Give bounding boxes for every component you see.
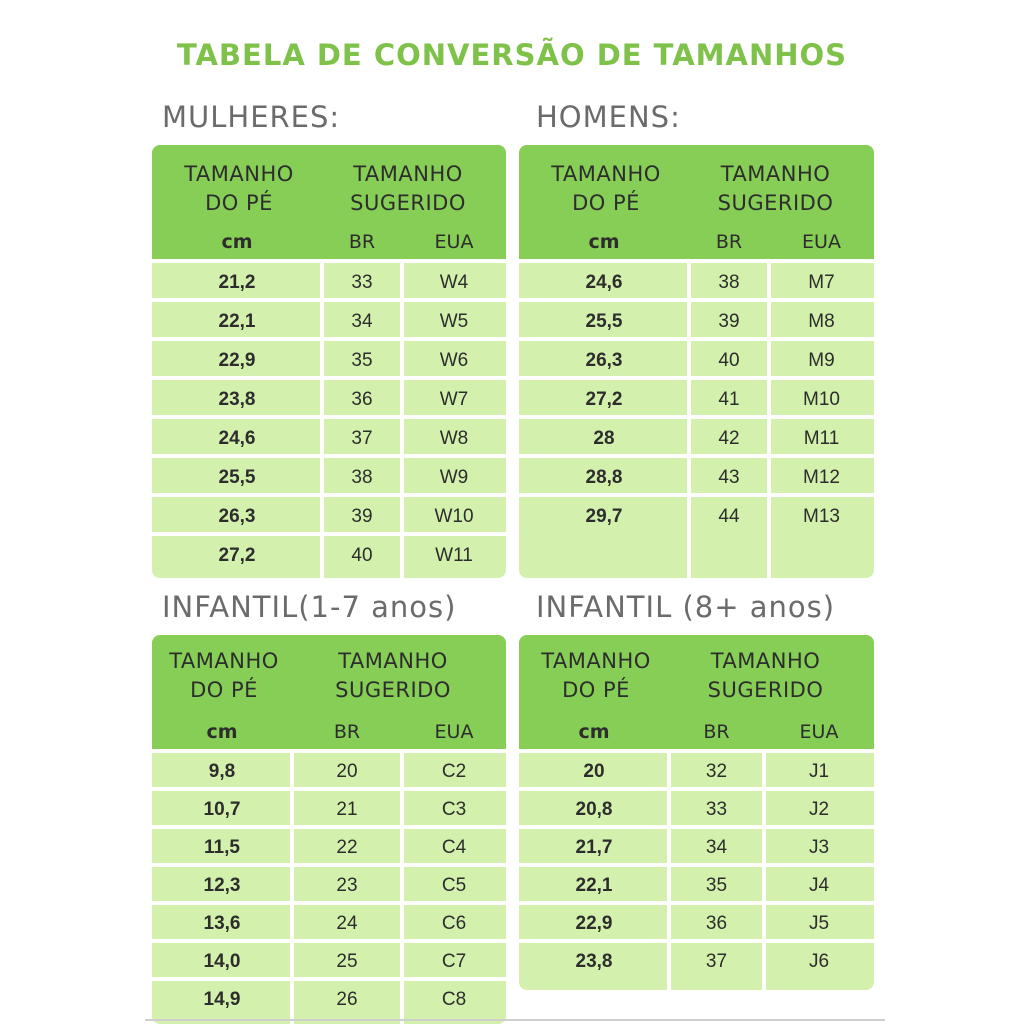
header-cm: cm <box>588 231 620 253</box>
cell-cm: 24,6 <box>218 427 256 449</box>
cell-cm: 21,7 <box>575 837 613 858</box>
table-row <box>519 493 874 536</box>
header-eua: EUA <box>802 231 841 253</box>
header-eua: EUA <box>434 721 474 743</box>
cell-eua: M11 <box>803 427 840 449</box>
section-label-infantil-1-7: INFANTIL(1-7 anos) <box>162 590 457 624</box>
cell-cm: 27,2 <box>585 388 623 410</box>
header-suggested-size: TAMANHO <box>353 162 463 186</box>
cell-cm: 27,2 <box>218 544 256 566</box>
size-table-infantil-1-7 <box>152 635 506 1024</box>
page-title: TABELA DE CONVERSÃO DE TAMANHOS <box>176 38 848 72</box>
header-br: BR <box>348 231 376 253</box>
cell-br: 38 <box>718 271 740 293</box>
table-row <box>152 787 506 829</box>
cell-eua: C4 <box>441 837 467 858</box>
size-table-homens <box>519 145 874 578</box>
table-row <box>152 749 506 791</box>
cell-cm: 13,6 <box>203 913 241 934</box>
cell-eua: M8 <box>808 310 835 332</box>
table-row <box>519 415 874 458</box>
header-foot-size-2: DO PÉ <box>205 191 273 215</box>
cell-br: 39 <box>351 505 373 527</box>
cell-br: 23 <box>336 875 358 896</box>
table-row <box>519 454 874 497</box>
table-row <box>152 376 506 419</box>
bottom-divider <box>145 1019 885 1021</box>
header-suggested-size: TAMANHO <box>710 649 821 673</box>
cell-br: 44 <box>718 505 740 527</box>
table-row <box>519 298 874 341</box>
table-header <box>152 145 506 263</box>
table-row <box>152 863 506 905</box>
cell-br: 34 <box>705 837 728 858</box>
cell-eua: W7 <box>439 388 469 410</box>
header-br: BR <box>703 721 730 743</box>
table-row <box>152 454 506 497</box>
cell-cm: 23,8 <box>218 388 256 410</box>
cell-eua: J2 <box>808 799 830 820</box>
cell-eua: C6 <box>441 913 467 934</box>
cell-eua: C3 <box>441 799 467 820</box>
cell-cm: 10,7 <box>203 799 241 820</box>
cell-br: 33 <box>351 271 373 293</box>
table-row <box>519 259 874 302</box>
cell-cm: 25,5 <box>585 310 623 332</box>
cell-br: 36 <box>705 913 728 934</box>
cell-cm: 14,0 <box>203 951 241 972</box>
cell-eua: J5 <box>808 913 830 934</box>
table-header <box>519 145 874 263</box>
table-row <box>152 901 506 943</box>
cell-cm: 26,3 <box>218 505 256 527</box>
table-row <box>152 415 506 458</box>
cell-br: 38 <box>351 466 373 488</box>
cell-br: 34 <box>351 310 373 332</box>
header-foot-size: TAMANHO <box>184 162 294 186</box>
header-cm: cm <box>221 231 253 253</box>
cell-eua: M13 <box>803 505 840 527</box>
cell-br: 37 <box>705 951 728 972</box>
section-label-infantil-8: INFANTIL (8+ anos) <box>536 590 836 624</box>
cell-eua: W5 <box>439 310 469 332</box>
cell-br: 32 <box>705 761 728 782</box>
cell-eua: C5 <box>441 875 467 896</box>
cell-cm: 14,9 <box>203 989 241 1010</box>
cell-cm: 28 <box>593 427 615 449</box>
cell-br: 35 <box>705 875 728 896</box>
cell-cm: 22,9 <box>218 349 256 371</box>
section-label-homens: HOMENS: <box>536 100 681 134</box>
table-row <box>152 298 506 341</box>
header-foot-size: TAMANHO <box>551 162 661 186</box>
cell-br: 24 <box>336 913 358 934</box>
cell-cm: 26,3 <box>585 349 623 371</box>
cell-cm: 22,9 <box>575 913 613 934</box>
header-eua: EUA <box>799 721 839 743</box>
cell-cm: 28,8 <box>585 466 623 488</box>
cell-cm: 20 <box>583 761 605 782</box>
header-br: BR <box>333 721 361 743</box>
header-foot-size-2: DO PÉ <box>190 678 258 702</box>
cell-br: 41 <box>718 388 740 410</box>
size-table-mulheres <box>152 145 506 578</box>
cell-br: 25 <box>336 951 358 972</box>
cell-br: 40 <box>351 544 373 566</box>
cell-br: 40 <box>718 349 740 371</box>
table-header <box>519 635 874 753</box>
header-cm: cm <box>578 721 610 743</box>
header-suggested-size-2: SUGERIDO <box>335 678 451 702</box>
cell-br: 33 <box>705 799 728 820</box>
cell-br: 35 <box>351 349 373 371</box>
cell-cm: 23,8 <box>575 951 613 972</box>
cell-cm: 21,2 <box>218 271 256 293</box>
cell-eua: W10 <box>434 505 474 527</box>
table-row <box>152 977 506 1019</box>
table-row <box>152 532 506 575</box>
cell-cm: 29,7 <box>585 505 623 527</box>
cell-eua: J4 <box>808 875 830 896</box>
cell-br: 21 <box>336 799 358 820</box>
section-label-mulheres: MULHERES: <box>162 100 341 134</box>
cell-cm: 24,6 <box>585 271 623 293</box>
header-foot-size: TAMANHO <box>541 649 651 673</box>
cell-eua: C2 <box>441 761 467 782</box>
cell-eua: M7 <box>808 271 835 293</box>
header-foot-size: TAMANHO <box>169 649 279 673</box>
cell-br: 22 <box>336 837 358 858</box>
table-row <box>519 939 874 981</box>
header-suggested-size-2: SUGERIDO <box>717 191 834 215</box>
table-row <box>519 749 874 791</box>
cell-eua: W4 <box>439 271 469 293</box>
cell-cm: 22,1 <box>218 310 256 332</box>
header-suggested-size: TAMANHO <box>720 162 831 186</box>
cell-eua: W9 <box>439 466 469 488</box>
header-foot-size-2: DO PÉ <box>562 678 630 702</box>
cell-eua: J1 <box>808 761 830 782</box>
header-eua: EUA <box>434 231 474 253</box>
cell-br: 43 <box>718 466 740 488</box>
header-suggested-size-2: SUGERIDO <box>707 678 824 702</box>
cell-eua: M10 <box>803 388 840 410</box>
table-row <box>152 493 506 536</box>
table-row <box>519 337 874 380</box>
table-row <box>519 825 874 867</box>
table-row <box>152 337 506 380</box>
cell-eua: W8 <box>439 427 469 449</box>
cell-br: 36 <box>351 388 373 410</box>
cell-eua: J6 <box>808 951 830 972</box>
cell-cm: 22,1 <box>575 875 613 896</box>
cell-eua: J3 <box>808 837 830 858</box>
cell-eua: W11 <box>435 544 473 566</box>
size-table-infantil-8 <box>519 635 874 990</box>
cell-eua: C7 <box>441 951 467 972</box>
cell-br: 20 <box>336 761 358 782</box>
cell-eua: M12 <box>803 466 840 488</box>
cell-br: 39 <box>718 310 740 332</box>
header-suggested-size-2: SUGERIDO <box>350 191 466 215</box>
table-row <box>519 787 874 829</box>
cell-cm: 20,8 <box>575 799 613 820</box>
header-cm: cm <box>206 721 238 743</box>
table-header <box>152 635 506 753</box>
cell-br: 42 <box>718 427 740 449</box>
table-row <box>519 901 874 943</box>
header-suggested-size: TAMANHO <box>338 649 448 673</box>
cell-eua: W6 <box>439 349 469 371</box>
cell-cm: 12,3 <box>203 875 241 896</box>
header-foot-size-2: DO PÉ <box>572 191 640 215</box>
cell-cm: 25,5 <box>218 466 256 488</box>
cell-br: 26 <box>336 989 358 1010</box>
table-row <box>152 259 506 302</box>
cell-br: 37 <box>351 427 373 449</box>
header-br: BR <box>715 231 743 253</box>
table-row <box>152 939 506 981</box>
table-row <box>152 825 506 867</box>
cell-cm: 9,8 <box>208 761 236 782</box>
cell-cm: 11,5 <box>204 837 240 858</box>
table-row <box>519 863 874 905</box>
cell-eua: C8 <box>441 989 467 1010</box>
table-row <box>519 376 874 419</box>
cell-eua: M9 <box>808 349 835 371</box>
